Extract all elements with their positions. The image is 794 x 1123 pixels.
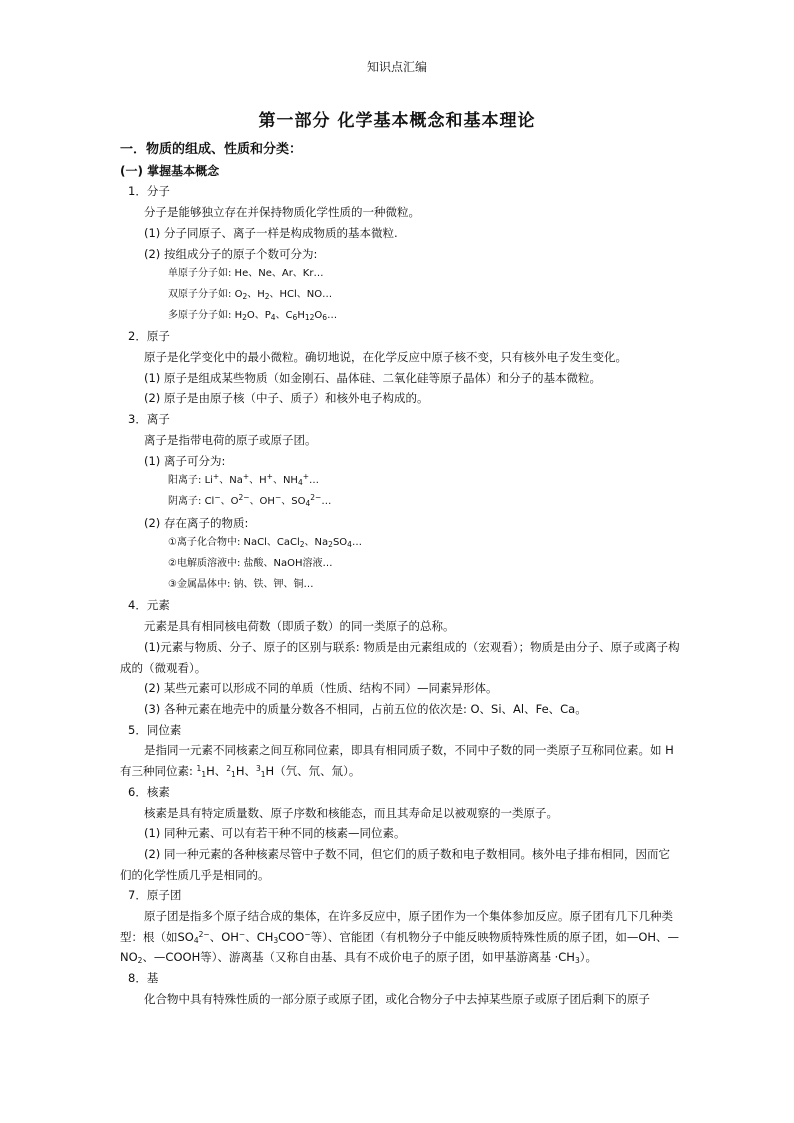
example-line: 单原子分子如: He、Ne、Ar、Kr… <box>168 268 324 280</box>
paragraph: 是指同一元素不同核素之间互称同位素，即具有相同质子数，不同中子数的同一类原子互称同位素。如 H 有三种同位素: $^1_1$H、$^2_1$H、$^3_1$H（氕、氘、氚）。 <box>120 743 674 780</box>
document-body <box>120 140 680 1010</box>
paragraph: (1) 分子同原子、离子一样是构成物质的基本微粒. <box>144 225 398 240</box>
example-line: ①离子化合物中: NaCl、CaCl$_2$、$Na_2SO_4\dots$ <box>168 537 362 550</box>
paragraph: 化合物中具有特殊性质的一部分原子或原子团，或化合物分子中去掉某些原子或原子团后剩下的原子 <box>144 991 650 1006</box>
paragraph: (2) 存在离子的物质: <box>144 515 249 530</box>
example-line: 双原子分子如: $O_2$、$H_2$、HCl、NO… <box>168 288 333 301</box>
item-heading-ion: 3．离子 <box>128 412 170 427</box>
paragraph: (2) 某些元素可以形成不同的单质（性质、结构不同）—同素异形体。 <box>144 681 498 696</box>
subsection-heading: (一) 掌握基本概念 <box>120 163 220 178</box>
paragraph: 核素是具有特定质量数、原子序数和核能态，而且其寿命足以被观察的一类原子。 <box>144 805 558 820</box>
paragraph: (2) 按组成分子的原子个数可分为: <box>144 246 318 261</box>
paragraph: (1) 同种元素、可以有若干种不同的核素—同位素。 <box>144 826 406 841</box>
item-heading-molecule: 1．分子 <box>128 184 170 199</box>
item-heading-element: 4．元素 <box>128 598 170 613</box>
item-heading-atomic-group: 7．原子团 <box>128 888 182 903</box>
paragraph: 原子团是指多个原子结合成的集体，在许多反应中，原子团作为一个集体参加反应。原子团有几下几种类型：根（如$SO_4^{2-}$、OH−、$CH_3COO^-$等）、官能团（有机物分子中能反映物质特殊性质的原子团，如—OH、$—NO_2$、—COOH等）、游离基（又称自由基、具有不成价电子的原子团，如甲基游离基 $\cdot CH_3$）。 <box>120 909 680 966</box>
paragraph: 分子是能够独立存在并保持物质化学性质的一种微粒。 <box>144 205 420 220</box>
item-heading-radical: 8．基 <box>128 971 159 986</box>
example-line: 阳离子: Li+、Na+、H+、$NH_4^+\dots$ <box>168 472 320 488</box>
paragraph: (2) 同一种元素的各种核素尽管中子数不同，但它们的质子数和电子数相同。核外电子排布相同，因而它们的化学性质几乎是相同的。 <box>120 846 670 882</box>
example-line: ③金属晶体中: 钠、铁、钾、铜… <box>168 578 314 590</box>
paragraph: 离子是指带电荷的原子或原子团。 <box>144 432 317 447</box>
section-heading: 一．物质的组成、性质和分类： <box>120 142 303 157</box>
item-heading-isotope: 5．同位素 <box>128 722 182 737</box>
example-line: 多原子分子如: $H_2O$、$P_4$、$C_6H_{12}O_6\dots$ <box>168 309 338 322</box>
paragraph: (1) 原子是组成某些物质（如金刚石、晶体硅、二氧化硅等原子晶体）和分子的基本微粒。 <box>144 370 601 385</box>
paragraph: (3) 各种元素在地壳中的质量分数各不相同，占前五位的依次是: O、Si、Al、Fe、Ca。 <box>144 701 587 716</box>
paragraph: 原子是化学变化中的最小微粒。确切地说，在化学反应中原子核不变，只有核外电子发生变化。 <box>144 350 627 365</box>
paragraph: (1) 离子可分为: <box>144 453 226 468</box>
page-title: 第一部分 化学基本概念和基本理论 <box>258 111 536 131</box>
page-header: 知识点汇编 <box>366 60 427 74</box>
paragraph: 元素是具有相同核电荷数（即质子数）的同一类原子的总称。 <box>144 619 455 634</box>
paragraph: (2) 原子是由原子核（中子、质子）和核外电子构成的。 <box>144 391 429 406</box>
item-heading-nuclide: 6．核素 <box>128 784 170 799</box>
item-heading-atom: 2．原子 <box>128 329 170 344</box>
paragraph: (1)元素与物质、分子、原子的区别与联系: 物质是由元素组成的（宏观看）；物质是由分子、原子或离子构成的（微观看）。 <box>120 639 680 675</box>
example-line: 阴离子: Cl−、$O^{2-}$、OH−、$SO_4^{2-}\dots$ <box>168 492 332 508</box>
example-line: ②电解质溶液中: 盐酸、NaOH溶液… <box>168 558 333 570</box>
